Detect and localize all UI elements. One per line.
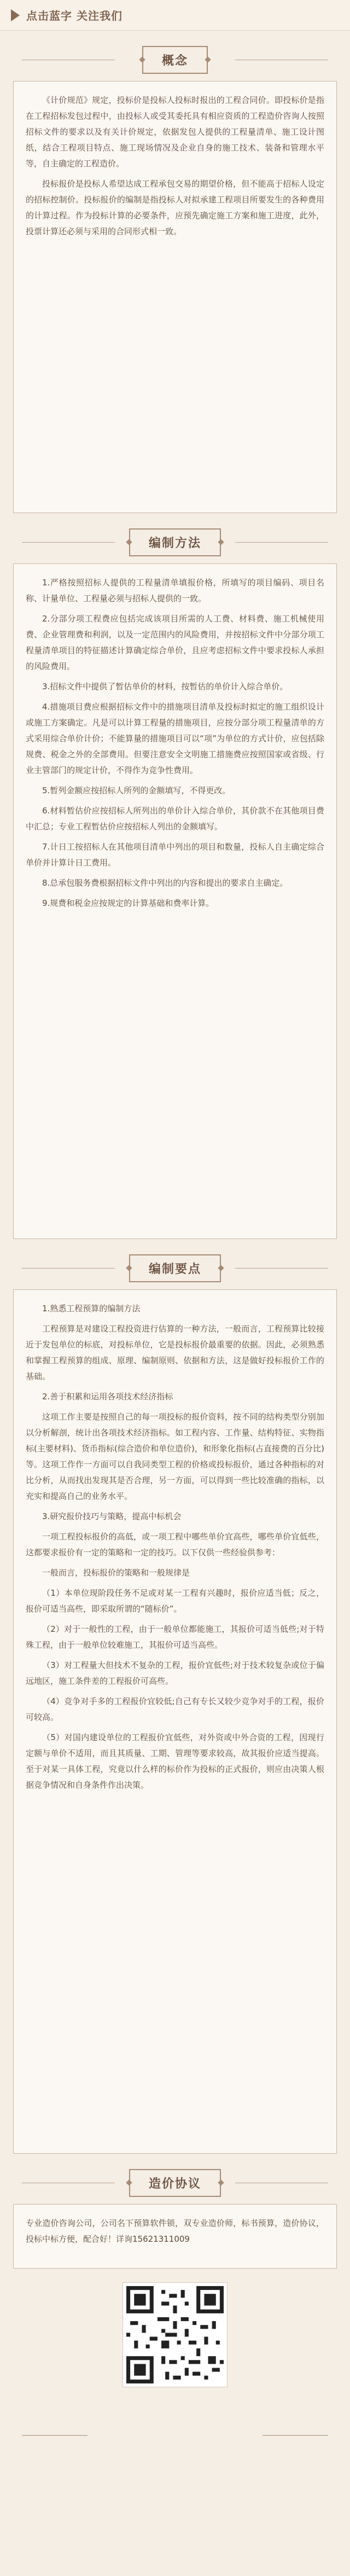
paragraph: 这项工作主要是按照自己的每一项投标的报价资料，按不同的结构类型分别加以分析解剖，统计出各项技术经济指标。如工程内容、工作量、结构特征、实物指标(主要材料)、货币指标(综合造价和单位造价)，和形象化指标(占直接费的百分比)等。这项工作作一方面可以自我同类型工程的价格或投标报价，通过各种指标的对比分析，从而找出发现其是否合理，另一方面，可以得到一些比较准确的指标，以充实和提高自己的业务水平。 [26,1412,324,1501]
paragraph: 3.招标文件中提供了暂估单价的材料，按暂估的单价计入综合单价。 [42,682,288,691]
section-title: 造价协议 [129,2169,221,2197]
paragraph: （2）对于一般性的工程，由于一般单位都能施工，其报价可适当低些;对于特殊工程，由于一般单位较难施工，其报价可适当高些。 [26,1624,324,1650]
divider [262,2435,328,2436]
footer-decoration [0,2392,350,2452]
divider [235,542,328,543]
agreement-header [0,2167,350,2199]
paragraph: 4.措施项目费应根据招标文件中的措施项目清单及投标时拟定的施工组织设计或施工方案确定。凡是可以计算工程量的措施项目，应按分部分项工程量清单的方式采用综合单价计价；不能算量的措施项目可以“项”为单位的方式计价，应包括除规费、税金之外的全部费用。但要注意安全文明施工措施费应按照国家或省级、行业主管部门的规定计价，不得作为竞争性费用。 [26,702,324,775]
paragraph: （5）对国内建设单位的工程报价宜低些，对外资或中外合资的工程，因现行定额与单价不适用，而且其质量、工期、管理等要求较高，故其报价应适当提高。至于对某一具体工程，究竟以什么样的标价作为投标的正式报价，则应由决策人根据竞争情况和自身条件作出决策。 [26,1732,324,1790]
paragraph: 9.规费和税金应按规定的计算基础和费率计算。 [42,898,214,908]
paragraph: 6.材料暂估价应按招标人所列出的单价计入综合单价，其价款不在其他项目费中汇总；专业工程暂估价应按招标人列出的金额填写。 [26,806,324,831]
arrow-icon [11,9,20,21]
paragraph: 专业造价咨询公司，公司名下预算软件锁，双专业造价师，标书预算，造价协议，投标中标方便，配合好！详询15621311009 [26,2218,324,2244]
paragraph: 8.总承包服务费根据招标文件中列出的内容和提出的要求自主确定。 [42,878,288,888]
paragraph: 1.熟悉工程预算的编制方法 [42,1304,141,1313]
paragraph: 2.分部分项工程费应包括完成该项目所需的人工费、材料费、施工机械使用费、企业管理费和利润，以及一定范围内的风险费用，并按招标文件中分部分项工程量清单项目的特征描述计算确定综合单价，且应考虑招标文件中要求投标人承担的风险费用。 [26,614,324,671]
qr-code[interactable] [123,2283,227,2387]
divider [22,542,115,543]
paragraph: （4）竞争对手多的工程报价宜较低;自己有专长又较少竞争对手的工程，报价可较高。 [26,1696,324,1722]
key-header [0,1252,350,1284]
paragraph: 7.计日工按招标人在其他项目清单中列出的项目和数量，投标人自主确定综合单价并计算计日工费用。 [26,842,324,868]
section-title: 概念 [142,46,208,74]
section-title: 编制方法 [129,528,221,556]
paragraph: 3.研究报价技巧与策略，提高中标机会 [42,1511,182,1521]
paragraph: 1.严格按照招标人提供的工程量清单填报价格，所填写的项目编码、项目名称、计量单位、工程量必须与招标人提供的一致。 [26,578,324,603]
qr-code-icon [126,2286,224,2383]
paragraph: 一般而言，投标报价的策略和一般规律是 [42,1568,190,1578]
paragraph: （3）对工程量大但技术不复杂的工程，报价宜低些;对于技术较复杂或位于偏远地区，施工条件差的工程报价可高些。 [26,1660,324,1686]
paragraph: 《计价规范》规定，投标价是投标人投标时报出的工程合同价。即投标价是指在工程招标发包过程中，由投标人或受其委托具有相应资质的工程造价咨询人按照招标文件的要求以及有关计价规定，依据发包人提供的工程量清单、施工设计图纸，结合工程项目特点、施工现场情况及企业自身的施工技术、装备和管理水平等，自主确定的工程造价。 [26,95,324,168]
agreement-box [13,2204,337,2269]
section-title: 编制要点 [129,1254,221,1282]
follow-banner-text: 点击蓝字 关注我们 [26,9,122,22]
paragraph: （1）本单位现阶段任务不足或对某一工程有兴趣时，报价应适当低；反之，报价可适当高些，即采取所谓的“随标价”。 [26,1588,324,1614]
concept-box [13,81,337,513]
concept-header [0,44,350,75]
paragraph: 工程预算是对建设工程投资进行估算的一种方法，一般而言，工程预算比较接近于发包单位的标底，对投标单位，它是投标报价最重要的依据。因此，必须熟悉和掌握工程预算的组成、原理、编制原则、依据和方法，这是做好投标报价工作的基础。 [26,1324,324,1381]
divider [235,1268,328,1269]
method-header [0,526,350,558]
divider [22,1268,115,1269]
divider [22,2435,88,2436]
method-box [13,563,337,1239]
follow-banner[interactable] [0,0,350,31]
paragraph: 一项工程投标报价的高低，或一项工程中哪些单价宜高些，哪些单价宜低些，这都要求报价有一定的策略和一定的技巧。以下仅供一些经验供参考： [26,1532,324,1557]
key-box [13,1289,337,2154]
paragraph: 5.暂列金额应按招标人所列的金额填写，不得更改。 [42,786,231,795]
paragraph: 2.善于积累和运用各项技术经济指标 [42,1392,173,1402]
paragraph: 投标报价是投标人希望达成工程承包交易的期望价格，但不能高于招标人设定的招标控制价。投标报价的编制是指投标人对拟承建工程项目所要发生的各种费用的计算过程。作为投标计算的必要条件，应预先确定施工方案和施工进度，此外，投票计算还必须与采用的合同形式相一致。 [26,179,324,236]
